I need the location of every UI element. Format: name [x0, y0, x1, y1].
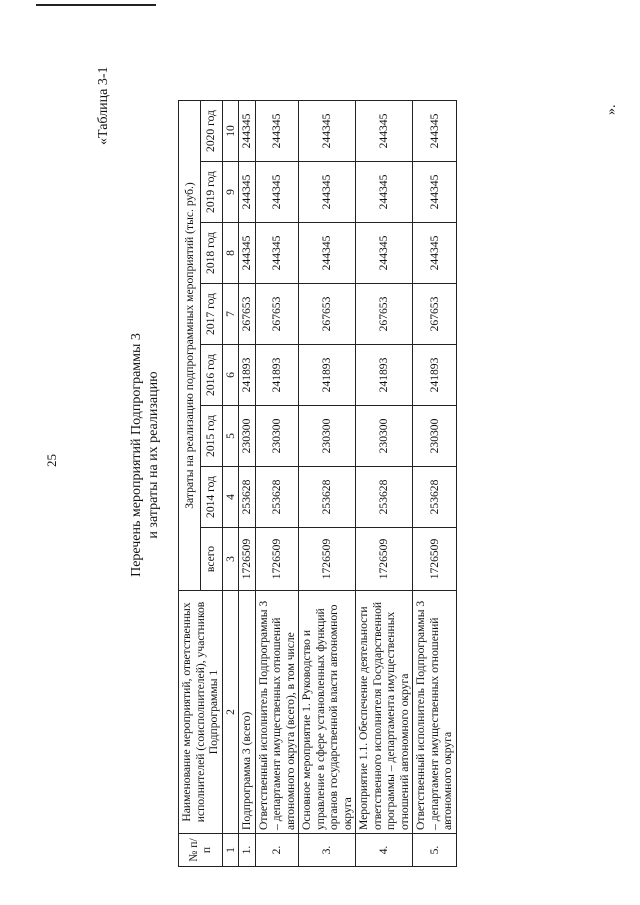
header-year: 2018 год	[200, 223, 222, 284]
row-name: Мероприятие 1.1. Обеспечение деятельности ответственного исполнителя Государственной программы – департамента имущественных отношений автономного округа	[356, 591, 413, 834]
row-value: 244345	[299, 101, 356, 162]
row-value: 1726509	[299, 528, 356, 591]
header-year: 2016 год	[200, 345, 222, 406]
row-value: 244345	[239, 223, 256, 284]
row-value: 253628	[299, 467, 356, 528]
row-value: 1726509	[356, 528, 413, 591]
row-value: 244345	[356, 101, 413, 162]
row-value: 230300	[239, 406, 256, 467]
row-value: 244345	[356, 223, 413, 284]
column-number: 5	[222, 406, 239, 467]
column-number: 2	[222, 591, 239, 834]
row-value: 267653	[255, 284, 299, 345]
end-mark: ».	[604, 104, 619, 115]
row-value: 267653	[356, 284, 413, 345]
table-row	[413, 101, 457, 867]
row-value: 241893	[255, 345, 299, 406]
title-line-1: Перечень мероприятий Подпрограммы 3	[129, 333, 144, 577]
row-value: 267653	[299, 284, 356, 345]
column-number: 8	[222, 223, 239, 284]
header-year: 2014 год	[200, 467, 222, 528]
row-value: 230300	[299, 406, 356, 467]
row-value: 244345	[299, 223, 356, 284]
row-value: 241893	[299, 345, 356, 406]
title-line-2: и затраты на их реализацию	[146, 371, 161, 539]
row-value: 244345	[413, 162, 457, 223]
row-value: 230300	[356, 406, 413, 467]
column-number: 7	[222, 284, 239, 345]
row-value: 241893	[239, 345, 256, 406]
row-value: 267653	[239, 284, 256, 345]
header-costs: Затраты на реализацию подпрограммных мероприятий (тыс. руб.)	[179, 101, 201, 591]
row-value: 241893	[413, 345, 457, 406]
row-number: 4.	[356, 834, 413, 867]
header-year: 2020 год	[200, 101, 222, 162]
table-row	[299, 101, 356, 867]
row-value: 241893	[356, 345, 413, 406]
row-name: Ответственный исполнитель Подпрограммы 3 – департамент имущественных отношений автономного округа (всего), в том числе	[255, 591, 299, 834]
row-value: 253628	[255, 467, 299, 528]
row-value: 244345	[255, 162, 299, 223]
header-no: № п/п	[179, 834, 223, 867]
measures-table	[178, 100, 457, 867]
row-number: 3.	[299, 834, 356, 867]
row-value: 253628	[413, 467, 457, 528]
row-value: 230300	[413, 406, 457, 467]
row-number: 5.	[413, 834, 457, 867]
header-name: Наименование мероприятий, ответственных исполнителей (соисполнителей), участников Подпрограммы 1	[179, 591, 223, 834]
page-number: 25	[44, 454, 59, 467]
table-reference: «Таблица 3-1	[96, 66, 111, 145]
row-value: 253628	[239, 467, 256, 528]
row-value: 1726509	[239, 528, 256, 591]
row-name: Основное мероприятие 1. Руководство и управление в сфере установленных функций органов государственной власти автономного округа	[299, 591, 356, 834]
column-number: 4	[222, 467, 239, 528]
column-number-row	[222, 101, 239, 867]
row-value: 244345	[356, 162, 413, 223]
row-value: 244345	[239, 162, 256, 223]
row-value: 230300	[255, 406, 299, 467]
row-value: 244345	[299, 162, 356, 223]
column-number: 1	[222, 834, 239, 867]
row-value: 253628	[356, 467, 413, 528]
row-value: 244345	[413, 223, 457, 284]
document-title	[128, 245, 162, 665]
column-number: 3	[222, 528, 239, 591]
row-value: 244345	[255, 223, 299, 284]
row-name: Подпрограмма 3 (всего)	[239, 591, 256, 834]
row-value: 244345	[255, 101, 299, 162]
row-value: 267653	[413, 284, 457, 345]
table-row	[356, 101, 413, 867]
column-number: 9	[222, 162, 239, 223]
row-number: 1.	[239, 834, 256, 867]
row-value: 244345	[413, 101, 457, 162]
header-year: 2017 год	[200, 284, 222, 345]
row-value: 1726509	[413, 528, 457, 591]
table-row	[239, 101, 256, 867]
row-name: Ответственный исполнитель Подпрограммы 3 – департамент имущественных отношений автономного округа	[413, 591, 457, 834]
column-number: 6	[222, 345, 239, 406]
table-row	[255, 101, 299, 867]
row-number: 2.	[255, 834, 299, 867]
column-number: 10	[222, 101, 239, 162]
header-year: 2015 год	[200, 406, 222, 467]
row-value: 244345	[239, 101, 256, 162]
header-year: 2019 год	[200, 162, 222, 223]
header-row-1	[179, 101, 201, 867]
row-value: 1726509	[255, 528, 299, 591]
header-total: всего	[200, 528, 222, 591]
